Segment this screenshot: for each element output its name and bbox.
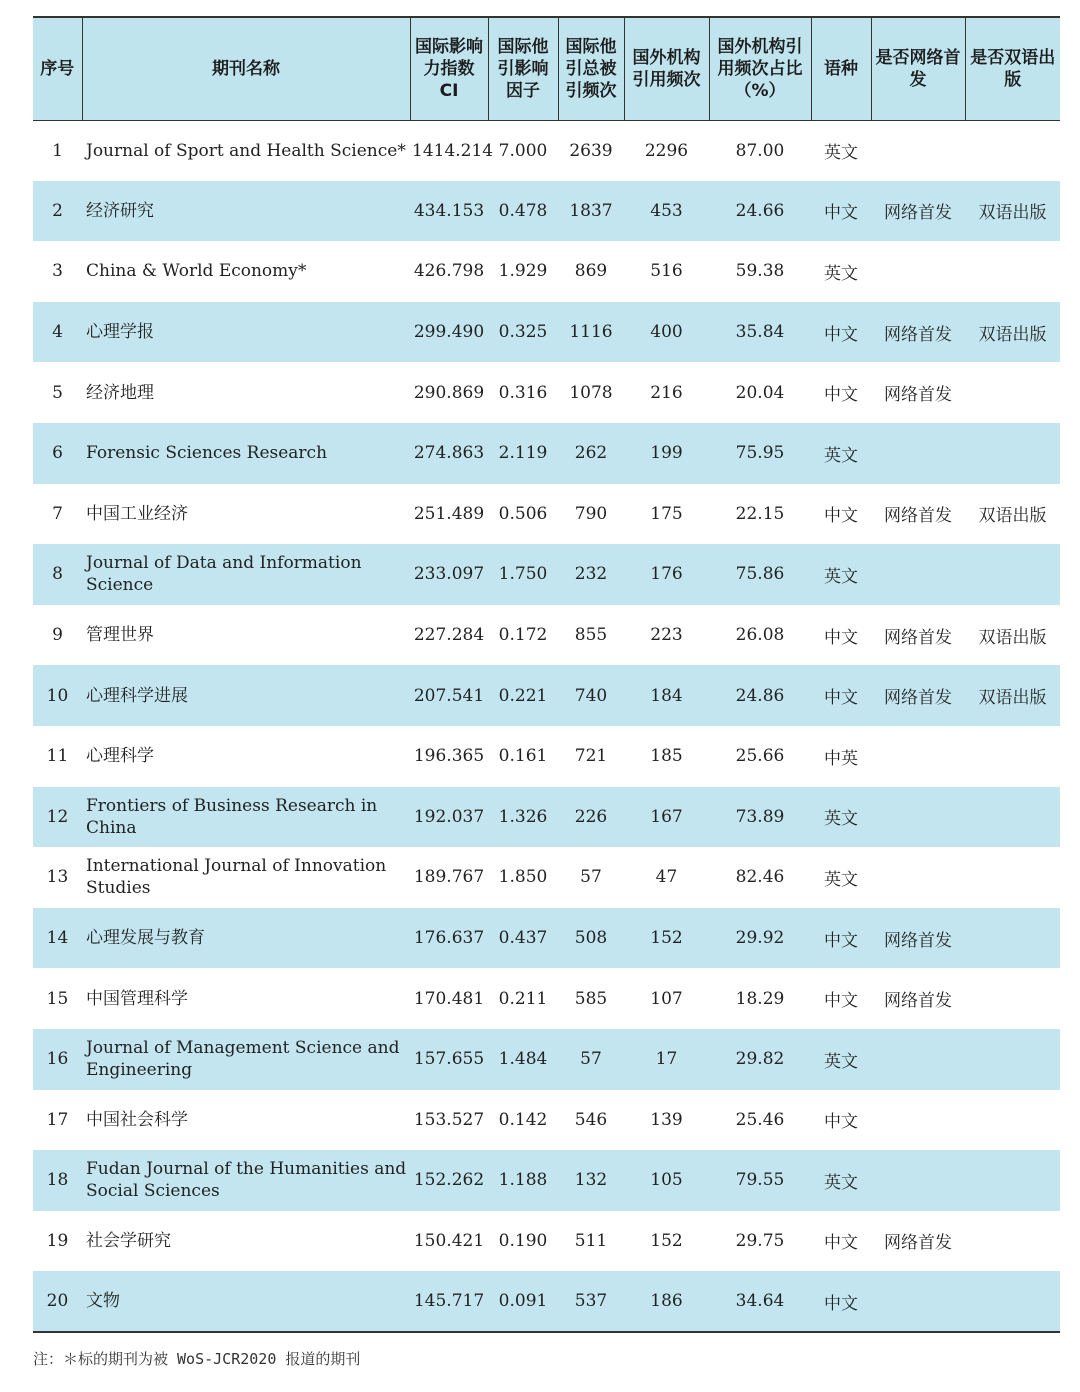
- row-number: 12: [46, 806, 69, 827]
- table-row: [33, 302, 1060, 363]
- bilingual-value: 双语出版: [978, 203, 1047, 224]
- impact-factor-value: 1.850: [498, 867, 548, 888]
- foreign-pct-value: 29.75: [735, 1230, 785, 1251]
- journal-name: 社会学研究: [86, 1230, 171, 1251]
- online-first-value: [871, 423, 965, 484]
- bilingual-value: [965, 120, 1060, 181]
- total-citations-value: 585: [574, 988, 608, 1009]
- foreign-citations-value: 139: [650, 1109, 683, 1130]
- row-number: 5: [52, 382, 63, 403]
- impact-factor-value: 1.188: [498, 1170, 548, 1191]
- foreign-pct-value: 79.55: [735, 1170, 785, 1191]
- bilingual-value: [965, 968, 1060, 1029]
- total-citations-value: 2639: [569, 140, 613, 161]
- foreign-pct-value: 18.29: [735, 988, 785, 1009]
- total-citations-value: 262: [574, 443, 608, 464]
- row-number: 18: [46, 1170, 69, 1191]
- language-value: 英文: [824, 1051, 858, 1072]
- row-number: 9: [52, 625, 63, 646]
- ci-value: 192.037: [413, 806, 485, 827]
- foreign-pct-value: 59.38: [735, 261, 785, 282]
- foreign-pct-value: 82.46: [735, 867, 785, 888]
- table-row: [33, 1271, 1060, 1332]
- bilingual-value: [965, 1211, 1060, 1272]
- table-row: [33, 241, 1060, 302]
- ci-value: 150.421: [413, 1230, 485, 1251]
- ci-value: 290.869: [413, 382, 485, 403]
- online-first-value: [871, 726, 965, 787]
- impact-factor-value: 1.750: [498, 564, 548, 585]
- foreign-pct-value: 35.84: [735, 322, 785, 343]
- ci-value: 299.490: [413, 322, 485, 343]
- bilingual-value: [965, 544, 1060, 605]
- language-value: 中文: [824, 1112, 858, 1133]
- impact-factor-value: 0.478: [498, 200, 548, 221]
- foreign-pct-value: 87.00: [735, 140, 785, 161]
- impact-factor-value: 2.119: [498, 443, 548, 464]
- ci-value: 196.365: [413, 746, 485, 767]
- table-row: [33, 787, 1060, 848]
- language-value: 英文: [824, 869, 858, 890]
- impact-factor-value: 0.506: [498, 503, 548, 524]
- impact-factor-value: 0.172: [498, 625, 548, 646]
- table-header: [33, 17, 1060, 120]
- total-citations-value: 855: [574, 625, 608, 646]
- foreign-citations-value: 175: [650, 503, 683, 524]
- row-number: 10: [46, 685, 69, 706]
- online-first-value: [871, 1150, 965, 1211]
- header-total-citations: 国际他引总被引频次: [558, 17, 624, 120]
- table-row: [33, 1211, 1060, 1272]
- journal-name: China & World Economy*: [86, 261, 307, 282]
- total-citations-value: 869: [574, 261, 608, 282]
- table-row: [33, 1029, 1060, 1090]
- header-bilingual: 是否双语出版: [965, 17, 1060, 120]
- row-number: 6: [52, 443, 63, 464]
- foreign-pct-value: 25.46: [735, 1109, 785, 1130]
- journal-name: Forensic Sciences Research: [86, 443, 328, 464]
- bilingual-value: [965, 1090, 1060, 1151]
- bilingual-value: [965, 1150, 1060, 1211]
- bilingual-value: [965, 1029, 1060, 1090]
- table-row: [33, 1150, 1060, 1211]
- journal-name: 心理发展与教育: [86, 928, 205, 949]
- bilingual-value: [965, 241, 1060, 302]
- ci-value: 274.863: [413, 443, 485, 464]
- online-first-value: 网络首发: [884, 1233, 952, 1254]
- foreign-pct-value: 34.64: [735, 1291, 785, 1312]
- bilingual-value: [965, 908, 1060, 969]
- online-first-value: [871, 120, 965, 181]
- foreign-citations-value: 223: [650, 625, 683, 646]
- row-number: 1: [52, 140, 63, 161]
- language-value: 英文: [824, 445, 858, 466]
- impact-factor-value: 7.000: [498, 140, 548, 161]
- foreign-pct-value: 25.66: [735, 746, 785, 767]
- online-first-value: [871, 1271, 965, 1332]
- table-row: [33, 484, 1060, 545]
- impact-factor-value: 0.211: [498, 988, 548, 1009]
- row-number: 3: [52, 261, 63, 282]
- table-row: [33, 544, 1060, 605]
- header-online-first: 是否网络首发: [871, 17, 965, 120]
- row-number: 4: [52, 322, 63, 343]
- online-first-value: 网络首发: [884, 627, 952, 648]
- row-number: 8: [52, 564, 63, 585]
- ci-value: 1414.214: [412, 140, 494, 161]
- header-language: 语种: [811, 17, 871, 120]
- foreign-citations-value: 2296: [644, 140, 689, 161]
- total-citations-value: 790: [574, 503, 608, 524]
- header-name: 期刊名称: [82, 17, 410, 120]
- language-value: 中文: [824, 1233, 858, 1254]
- ci-value: 176.637: [413, 928, 485, 949]
- journal-name: 中国工业经济: [86, 503, 188, 524]
- impact-factor-value: 0.316: [498, 382, 548, 403]
- ci-value: 152.262: [413, 1170, 485, 1191]
- row-number: 20: [46, 1291, 69, 1312]
- ci-value: 426.798: [413, 261, 485, 282]
- total-citations-value: 1078: [569, 382, 613, 403]
- foreign-citations-value: 186: [650, 1291, 683, 1312]
- total-citations-value: 546: [574, 1109, 608, 1130]
- journal-name: Fudan Journal of the Humanities and Social Sciences: [86, 1159, 407, 1202]
- journal-name: 经济研究: [86, 200, 154, 221]
- journal-name: 中国管理科学: [86, 988, 188, 1009]
- ci-value: 170.481: [413, 988, 485, 1009]
- header-impact-factor: 国际他引影响因子: [488, 17, 558, 120]
- foreign-citations-value: 216: [650, 382, 683, 403]
- bilingual-value: [965, 847, 1060, 908]
- table-body: [33, 120, 1060, 1332]
- total-citations-value: 1116: [569, 322, 613, 343]
- row-number: 16: [46, 1049, 69, 1070]
- total-citations-value: 132: [574, 1170, 608, 1191]
- row-number: 2: [52, 200, 63, 221]
- foreign-pct-value: 20.04: [735, 382, 785, 403]
- online-first-value: 网络首发: [884, 203, 952, 224]
- journal-name: Journal of Management Science and Engineering: [86, 1038, 400, 1081]
- impact-factor-value: 1.929: [498, 261, 548, 282]
- online-first-value: [871, 1029, 965, 1090]
- language-value: 英文: [824, 809, 858, 830]
- journal-name: 心理科学: [86, 746, 154, 767]
- online-first-value: [871, 787, 965, 848]
- impact-factor-value: 0.190: [498, 1230, 548, 1251]
- journal-name: Frontiers of Business Research in China: [86, 795, 378, 838]
- foreign-pct-value: 73.89: [735, 806, 785, 827]
- impact-factor-value: 1.326: [498, 806, 548, 827]
- ci-value: 251.489: [413, 503, 485, 524]
- language-value: 中文: [824, 324, 858, 345]
- row-number: 7: [52, 503, 63, 524]
- row-number: 13: [46, 867, 69, 888]
- impact-factor-value: 0.161: [498, 746, 548, 767]
- impact-factor-value: 0.091: [498, 1291, 548, 1312]
- table-row: [33, 726, 1060, 787]
- total-citations-value: 57: [580, 1049, 602, 1070]
- journal-name: 中国社会科学: [86, 1109, 188, 1130]
- language-value: 中文: [824, 385, 858, 406]
- ci-value: 434.153: [413, 200, 485, 221]
- table-row: [33, 423, 1060, 484]
- language-value: 中文: [824, 506, 858, 527]
- ci-value: 227.284: [413, 625, 485, 646]
- table-row: [33, 1090, 1060, 1151]
- table-row: [33, 665, 1060, 726]
- online-first-value: 网络首发: [884, 324, 952, 345]
- impact-factor-value: 1.484: [498, 1049, 548, 1070]
- total-citations-value: 1837: [569, 200, 613, 221]
- journal-name: 心理科学进展: [86, 685, 188, 706]
- bilingual-value: 双语出版: [978, 506, 1047, 527]
- table-row: [33, 847, 1060, 908]
- table-row: [33, 362, 1060, 423]
- foreign-citations-value: 185: [650, 746, 683, 767]
- language-value: 英文: [824, 263, 858, 284]
- foreign-citations-value: 152: [650, 928, 683, 949]
- foreign-citations-value: 47: [655, 867, 678, 888]
- foreign-pct-value: 75.86: [735, 564, 785, 585]
- online-first-value: [871, 544, 965, 605]
- foreign-pct-value: 24.66: [735, 200, 785, 221]
- ci-value: 189.767: [413, 867, 485, 888]
- foreign-citations-value: 184: [650, 685, 683, 706]
- footnote: 注：＊标的期刊为被 WoS-JCR2020 报道的期刊: [33, 1350, 361, 1368]
- journal-name: International Journal of Innovation Studies: [86, 856, 387, 899]
- table-row: [33, 605, 1060, 666]
- bilingual-value: 双语出版: [978, 627, 1047, 648]
- language-value: 中文: [824, 203, 858, 224]
- ci-value: 145.717: [413, 1291, 485, 1312]
- language-value: 中英: [824, 748, 858, 769]
- foreign-citations-value: 107: [650, 988, 683, 1009]
- foreign-citations-value: 176: [650, 564, 683, 585]
- foreign-pct-value: 26.08: [735, 625, 785, 646]
- online-first-value: 网络首发: [884, 930, 952, 951]
- table-row: [33, 181, 1060, 242]
- impact-factor-value: 0.142: [498, 1109, 548, 1130]
- language-value: 英文: [824, 566, 858, 587]
- table-row: [33, 968, 1060, 1029]
- journal-name: 文物: [86, 1291, 120, 1312]
- total-citations-value: 226: [574, 806, 608, 827]
- language-value: 中文: [824, 991, 858, 1012]
- journal-table-container: [33, 16, 1060, 1333]
- header-foreign-pct: 国外机构引用频次占比（%）: [709, 17, 811, 120]
- online-first-value: 网络首发: [884, 991, 952, 1012]
- language-value: 英文: [824, 143, 858, 164]
- ci-value: 233.097: [413, 564, 485, 585]
- header-row: [33, 17, 1060, 120]
- impact-factor-value: 0.437: [498, 928, 548, 949]
- total-citations-value: 508: [574, 928, 608, 949]
- online-first-value: [871, 847, 965, 908]
- total-citations-value: 232: [574, 564, 608, 585]
- bilingual-value: [965, 423, 1060, 484]
- header-foreign-citations: 国外机构引用频次: [624, 17, 709, 120]
- impact-factor-value: 0.325: [498, 322, 548, 343]
- foreign-pct-value: 75.95: [735, 443, 785, 464]
- foreign-pct-value: 22.15: [735, 503, 785, 524]
- journal-name: Journal of Data and Information Science: [86, 553, 362, 596]
- online-first-value: [871, 1090, 965, 1151]
- foreign-citations-value: 152: [650, 1230, 683, 1251]
- bilingual-value: [965, 787, 1060, 848]
- foreign-pct-value: 29.92: [735, 928, 785, 949]
- bilingual-value: [965, 726, 1060, 787]
- foreign-citations-value: 199: [650, 443, 683, 464]
- total-citations-value: 721: [574, 746, 608, 767]
- row-number: 15: [46, 988, 69, 1009]
- ci-value: 157.655: [413, 1049, 485, 1070]
- online-first-value: [871, 241, 965, 302]
- ci-value: 153.527: [413, 1109, 485, 1130]
- total-citations-value: 537: [574, 1291, 608, 1312]
- row-number: 17: [46, 1109, 69, 1130]
- online-first-value: 网络首发: [884, 385, 952, 406]
- row-number: 19: [46, 1230, 69, 1251]
- online-first-value: 网络首发: [884, 506, 952, 527]
- foreign-citations-value: 516: [650, 261, 683, 282]
- language-value: 中文: [824, 930, 858, 951]
- foreign-citations-value: 453: [650, 200, 683, 221]
- foreign-citations-value: 167: [650, 806, 683, 827]
- language-value: 中文: [824, 627, 858, 648]
- foreign-citations-value: 17: [655, 1049, 678, 1070]
- ci-value: 207.541: [413, 685, 485, 706]
- journal-name: 心理学报: [86, 322, 154, 343]
- foreign-pct-value: 29.82: [735, 1049, 785, 1070]
- language-value: 中文: [824, 1293, 858, 1314]
- bilingual-value: [965, 1271, 1060, 1332]
- foreign-pct-value: 24.86: [735, 685, 785, 706]
- total-citations-value: 740: [574, 685, 608, 706]
- bilingual-value: 双语出版: [978, 688, 1047, 709]
- header-no: 序号: [40, 58, 75, 79]
- language-value: 英文: [824, 1172, 858, 1193]
- foreign-citations-value: 400: [650, 322, 683, 343]
- table-row: [33, 120, 1060, 181]
- table-row: [33, 908, 1060, 969]
- language-value: 中文: [824, 688, 858, 709]
- header-ci: 国际影响力指数 CI: [410, 17, 488, 120]
- row-number: 14: [46, 928, 69, 949]
- impact-factor-value: 0.221: [498, 685, 548, 706]
- row-number: 11: [46, 746, 69, 767]
- online-first-value: 网络首发: [884, 688, 952, 709]
- journal-ranking-table: [33, 16, 1060, 1333]
- total-citations-value: 511: [574, 1230, 608, 1251]
- total-citations-value: 57: [580, 867, 602, 888]
- journal-name: Journal of Sport and Health Science*: [86, 140, 406, 161]
- foreign-citations-value: 105: [650, 1170, 683, 1191]
- journal-name: 管理世界: [86, 625, 154, 646]
- journal-name: 经济地理: [86, 382, 154, 403]
- bilingual-value: 双语出版: [978, 324, 1047, 345]
- bilingual-value: [965, 362, 1060, 423]
